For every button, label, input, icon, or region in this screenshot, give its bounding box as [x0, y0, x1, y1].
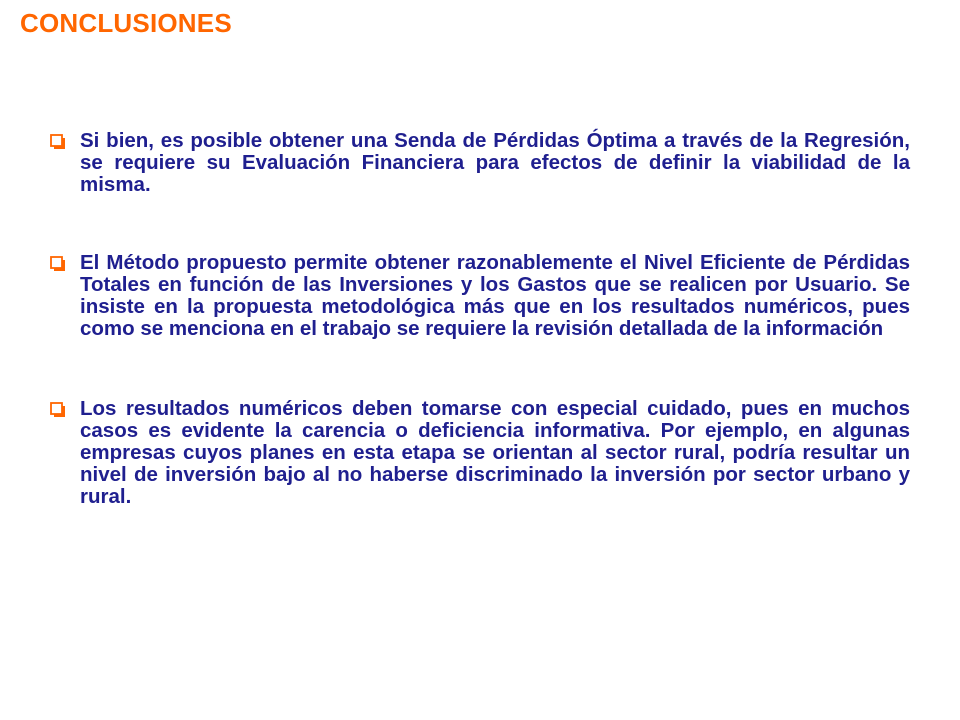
bullet-text: El Método propuesto permite obtener razonablemente el Nivel Eficiente de Pérdidas Totales en función de las Inversiones y los Gastos que se realicen por Usuario. Se insiste en la propuesta metodológica más que en los resultados numéricos, pues como se menciona en el trabajo se requiere la revisión detallada de la información — [80, 251, 910, 340]
bullet-item — [50, 252, 910, 340]
bullet-text: Los resultados numéricos deben tomarse con especial cuidado, pues en muchos casos es evidente la carencia o deficiencia informativa. Por ejemplo, en algunas empresas cuyos planes en esta etapa se orientan al sector rural, podría resultar un nivel de inversión bajo al no haberse discriminado la inversión por sector urbano y rural. — [80, 397, 910, 508]
slide-title: CONCLUSIONES — [20, 8, 232, 38]
bullet-text: Si bien, es posible obtener una Senda de Pérdidas Óptima a través de la Regresión, se requiere su Evaluación Financiera para efectos de definir la viabilidad de la misma. — [80, 129, 910, 196]
bullet-item — [50, 398, 910, 508]
bullet-item — [50, 130, 910, 196]
hollow-square-bullet-icon — [50, 134, 66, 150]
hollow-square-bullet-icon — [50, 256, 66, 272]
bullet-list — [50, 130, 910, 508]
hollow-square-bullet-icon — [50, 402, 66, 418]
